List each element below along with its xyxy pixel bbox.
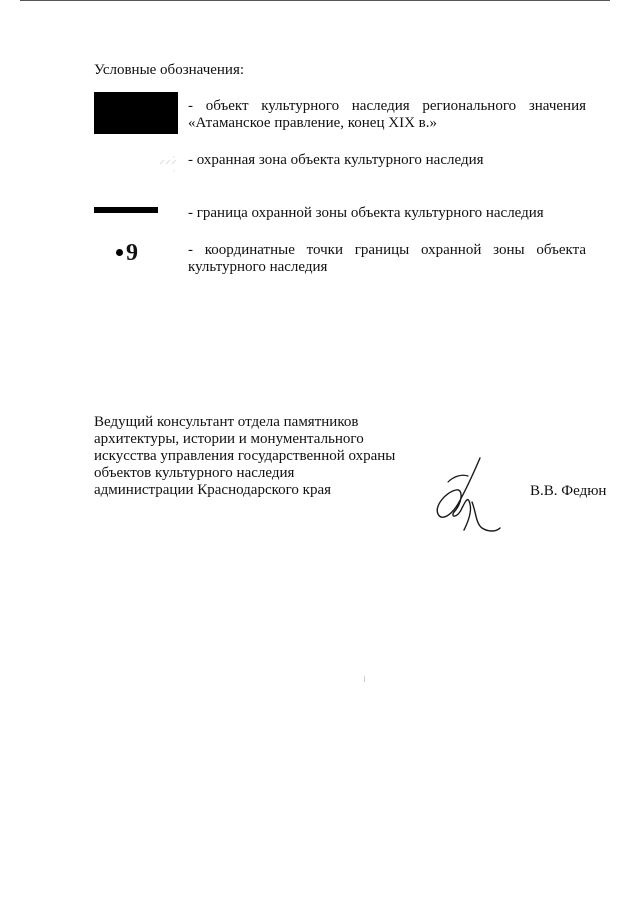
heritage-object-symbol	[94, 92, 178, 134]
legend-text-heritage-object: - объект культурного наследия регионального значения «Атаманское правление, конец XIX в.»	[188, 98, 586, 131]
position-line: администрации Краснодарского края	[94, 482, 332, 498]
point-dot-icon	[116, 249, 123, 256]
signer-position	[94, 414, 414, 499]
position-line: Ведущий консультант отдела памятников	[94, 414, 359, 430]
legend-text-coordinate-points: - координатные точки границы охранной зоны объекта культурного наследия	[188, 242, 586, 275]
coordinate-point-symbol	[116, 238, 138, 268]
position-line: объектов культурного наследия	[94, 465, 295, 481]
position-line: искусства управления государственной охраны	[94, 448, 396, 464]
top-border-line	[20, 0, 610, 1]
zone-boundary-symbol	[94, 207, 158, 213]
legend-text-protection-zone: - охранная зона объекта культурного наследия	[188, 152, 484, 168]
legend-title: Условные обозначения:	[94, 62, 245, 78]
scan-speck	[364, 676, 365, 682]
signer-name: В.В. Федюн	[530, 483, 607, 499]
handwritten-signature	[428, 452, 508, 536]
protection-zone-symbol	[158, 150, 182, 174]
position-line: архитектуры, истории и монументального	[94, 431, 364, 447]
coordinate-point-number: 9	[126, 240, 138, 266]
legend-text-zone-boundary: - граница охранной зоны объекта культурного наследия	[188, 205, 544, 221]
